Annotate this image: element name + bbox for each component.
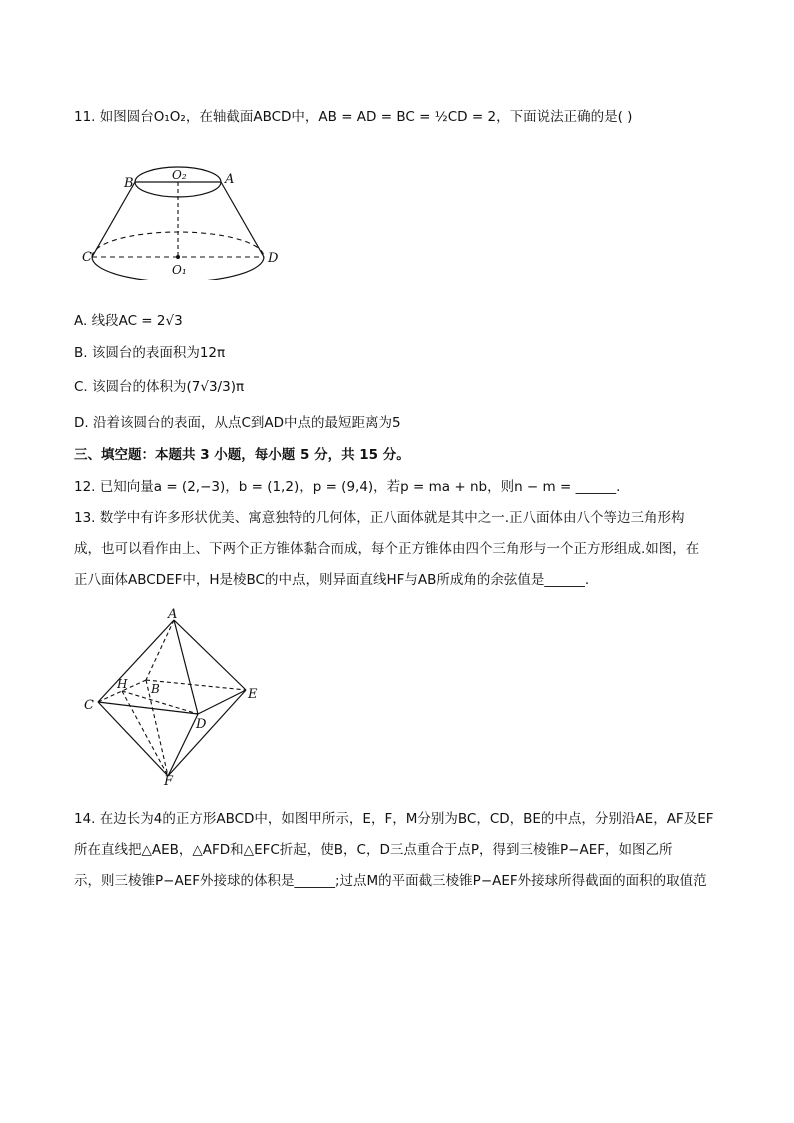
q14-line-3: 示，则三棱锥P−AEF外接球的体积是______;过点M的平面截三棱锥P−AEF外接球所得截面的面积的取值范 — [74, 873, 707, 889]
q11-option-a: A. 线段AC = 2√3 — [74, 313, 183, 329]
frustum-figure — [80, 150, 290, 280]
edge-BE — [146, 680, 246, 690]
q12-stem: 12. 已知向量a = (2,−3)，b = (1,2)，p = (9,4)，若p = ma + nb，则n − m = ______. — [74, 479, 621, 495]
edge-DE — [198, 690, 246, 714]
label-F: F — [164, 774, 174, 786]
label-D: D — [196, 717, 207, 732]
label-C: C — [84, 698, 94, 713]
q11-option-b: B. 该圆台的表面积为12π — [74, 345, 226, 361]
segment-HD — [122, 691, 198, 714]
segment-HF — [122, 691, 168, 776]
q11-option-d: D. 沿着该圆台的表面，从点C到AD中点的最短距离为5 — [74, 415, 401, 431]
edge-AC — [98, 620, 174, 702]
q14-line-2: 所在直线把△AEB，△AFD和△EFC折起，使B，C，D三点重合于点P，得到三棱锥P−AEF，如图乙所 — [74, 842, 673, 858]
edge-AB — [146, 620, 174, 680]
label-D: D — [268, 251, 279, 266]
label-E: E — [248, 687, 258, 702]
label-A: A — [225, 172, 235, 187]
edge-CF — [98, 702, 168, 776]
section-3-heading: 三、填空题：本题共 3 小题，每小题 5 分，共 15 分。 — [74, 447, 410, 463]
edge-AE — [174, 620, 246, 690]
q14-line-1: 14. 在边长为4的正方形ABCD中，如图甲所示，E，F，M分别为BC，CD，BE的中点，分别沿AE，AF及EF — [74, 811, 714, 827]
edge-BC — [92, 182, 135, 257]
q11-option-c: C. 该圆台的体积为(7√3/3)π — [74, 379, 245, 395]
label-O2: O₂ — [172, 168, 187, 182]
edge-AD — [221, 182, 264, 257]
label-A: A — [168, 607, 178, 622]
label-B: B — [151, 682, 160, 696]
q13-line-1: 13. 数学中有许多形状优美、寓意独特的几何体，正八面体就是其中之一.正八面体由八个等边三角形构 — [74, 510, 685, 526]
q13-line-2: 成，也可以看作由上、下两个正方锥体黏合而成，每个正方锥体由四个三角形与一个正方形组成.如图，在 — [74, 541, 700, 557]
label-H: H — [117, 677, 128, 691]
label-O1: O₁ — [172, 263, 187, 277]
edge-AD — [174, 620, 198, 714]
edge-CD — [98, 702, 198, 714]
center-O1 — [176, 255, 180, 259]
q11-stem: 11. 如图圆台O₁O₂，在轴截面ABCD中，AB = AD = BC = ½CD = 2，下面说法正确的是( ) — [74, 109, 633, 125]
octahedron-figure — [80, 604, 270, 786]
label-B: B — [124, 176, 134, 191]
edge-EF — [168, 690, 246, 776]
edge-DF — [168, 714, 198, 776]
label-C: C — [82, 250, 92, 265]
q13-line-3: 正八面体ABCDEF中，H是棱BC的中点，则异面直线HF与AB所成角的余弦值是______. — [74, 572, 590, 588]
